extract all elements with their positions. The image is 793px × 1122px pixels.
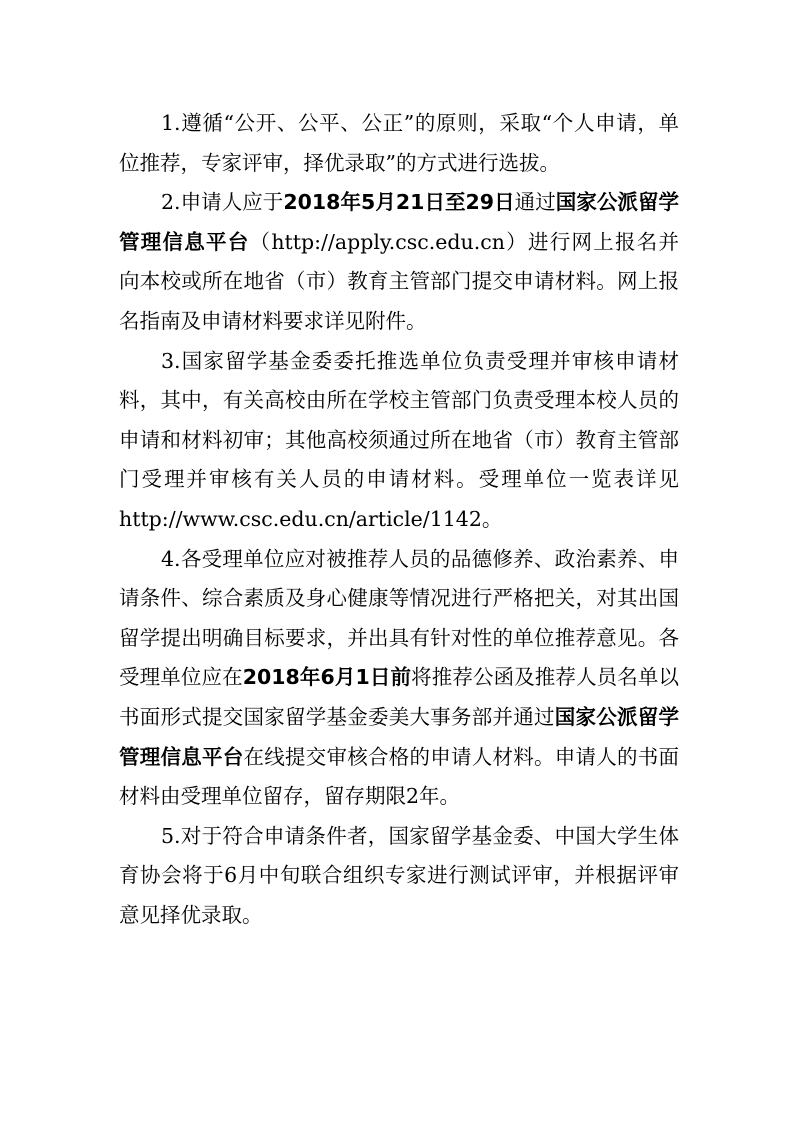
paragraph-3-text: 3.国家留学基金委委托推选单位负责受理并审核申请材料，其中，有关高校由所在学校主管部门负责受理本校人员的申请和材料初审；其他高校须通过所在地省（市）教育主管部门受理并审核有关人员的申请材料。受理单位一览表详见http://www.csc.edu.cn/article/1142。 [119,348,679,531]
document-body [119,104,679,935]
paragraph-4-intro: 4.各受理单位应对被推荐人员的品德修养、政治素养、申请条件、综合素质及身心健康等情况进行严格把关，对其出国留学提出明确目标要求，并出具有针对性的单位推荐意见。各受理单位应在 [119,546,679,690]
paragraph-4-middle: 将推荐公函及推荐人员名单以书面形式提交国家留学基金委美大事务部并通过 [119,665,680,729]
paragraph-4 [119,540,679,817]
paragraph-3 [119,342,679,540]
platform-name: 国家公派留学管理信息平台 [119,190,680,254]
paragraph-2-rest: （http://apply.csc.edu.cn）进行网上报名并向本校或所在地省（市）教育主管部门提交申请材料。网上报名指南及申请材料要求详见附件。 [119,229,680,333]
paragraph-2-via: 通过 [514,190,556,215]
paragraph-5 [119,817,679,936]
paragraph-1 [119,104,679,183]
paragraph-4-rest: 在线提交审核合格的申请人材料。申请人的书面材料由受理单位留存，留存期限2年。 [119,744,679,809]
submission-deadline: 2018年6月1日前 [242,665,412,690]
paragraph-5-text: 5.对于符合申请条件者，国家留学基金委、中国大学生体育协会将于6月中旬联合组织专家进行测试评审，并根据评审意见择优录取。 [119,823,679,927]
paragraph-2-intro: 2.申请人应于 [161,190,284,215]
paragraph-1-text: 1.遵循“公开、公平、公正”的原则，采取“个人申请，单位推荐，专家评审，择优录取”的方式进行选拔。 [119,111,679,175]
platform-name: 国家公派留学管理信息平台 [119,704,679,769]
paragraph-2 [119,183,679,341]
application-date-range: 2018年5月21日至29日 [283,190,515,215]
